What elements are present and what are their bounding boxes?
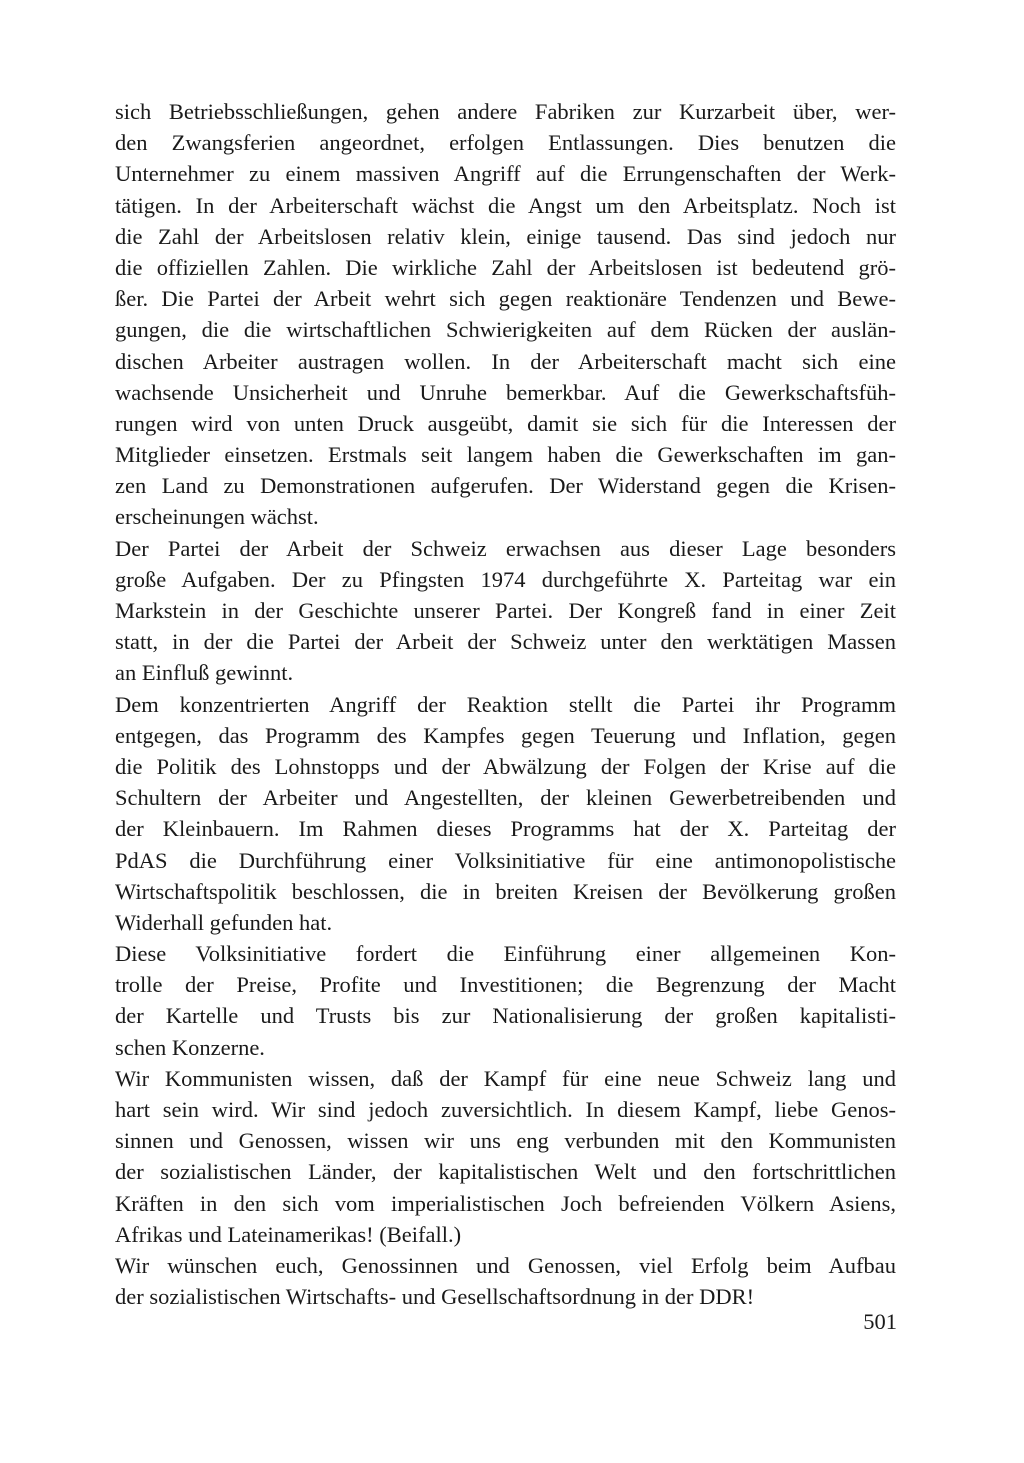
text-line: die Politik des Lohnstopps und der Abwälzung der Folgen der Krise auf die (115, 753, 896, 779)
text-line: die offiziellen Zahlen. Die wirkliche Zahl der Arbeitslosen ist bedeutend grö- (115, 254, 896, 280)
text-line: erscheinungen wächst. (115, 504, 319, 530)
text-line: Wir wünschen euch, Genossinnen und Genossen, viel Erfolg beim Aufbau (115, 1252, 896, 1278)
text-line: die Zahl der Arbeitslosen relativ klein, einige tausend. Das sind jedoch nur (115, 223, 896, 249)
text-line: Wir Kommunisten wissen, daß der Kampf für eine neue Schweiz lang und (115, 1065, 896, 1091)
text-line: dischen Arbeiter austragen wollen. In der Arbeiterschaft macht sich eine (115, 348, 896, 374)
text-line: gungen, die die wirtschaftlichen Schwierigkeiten auf dem Rücken der auslän- (115, 317, 896, 343)
text-line: zen Land zu Demonstrationen aufgerufen. Der Widerstand gegen die Krisen- (115, 473, 896, 499)
text-line: der sozialistischen Wirtschafts- und Gesellschaftsordnung in der DDR! (115, 1284, 755, 1310)
body-text (115, 96, 896, 1312)
text-line: Diese Volksinitiative fordert die Einführung einer allgemeinen Kon- (115, 941, 896, 967)
text-line: Markstein in der Geschichte unserer Partei. Der Kongreß fand in einer Zeit (115, 598, 896, 623)
text-line: wachsende Unsicherheit und Unruhe bemerkbar. Auf die Gewerkschaftsfüh- (115, 379, 896, 405)
text-line: tätigen. In der Arbeiterschaft wächst die Angst um den Arbeitsplatz. Noch ist (115, 192, 896, 218)
page-number: 501 (863, 1309, 897, 1334)
text-line: der sozialistischen Länder, der kapitalistischen Welt und den fortschrittlichen (115, 1159, 896, 1185)
text-line: der Kleinbauern. Im Rahmen dieses Programms hat der X. Parteitag der (115, 816, 896, 842)
text-line: entgegen, das Programm des Kampfes gegen Teuerung und Inflation, gegen (115, 722, 896, 748)
text-line: den Zwangsferien angeordnet, erfolgen Entlassungen. Dies benutzen die (115, 130, 896, 156)
text-line: Afrikas und Lateinamerikas! (Beifall.) (115, 1221, 462, 1247)
text-line: Mitglieder einsetzen. Erstmals seit langem haben die Gewerkschaften im gan- (115, 442, 896, 468)
text-line: trolle der Preise, Profite und Investitionen; die Begrenzung der Macht (115, 972, 896, 998)
text-line: sich Betriebsschließungen, gehen andere Fabriken zur Kurzarbeit über, wer- (115, 99, 896, 124)
text-line: Wirtschaftspolitik beschlossen, die in breiten Kreisen der Bevölkerung großen (115, 878, 896, 904)
text-line: PdAS die Durchführung einer Volksinitiative für eine antimonopolistische (115, 847, 896, 873)
text-line: der Kartelle und Trusts bis zur Nationalisierung der großen kapitalisti- (115, 1003, 896, 1029)
text-line: rungen wird von unten Druck ausgeübt, damit sie sich für die Interessen der (115, 410, 896, 436)
text-line: Der Partei der Arbeit der Schweiz erwachsen aus dieser Lage besonders (115, 535, 896, 561)
text-line: ßer. Die Partei der Arbeit wehrt sich gegen reaktionäre Tendenzen und Bewe- (115, 286, 896, 312)
text-line: hart sein wird. Wir sind jedoch zuversichtlich. In diesem Kampf, liebe Genos- (115, 1097, 896, 1122)
text-line: Unternehmer zu einem massiven Angriff auf die Errungenschaften der Werk- (115, 161, 896, 187)
text-line: Dem konzentrierten Angriff der Reaktion stellt die Partei ihr Programm (115, 691, 896, 717)
text-line: schen Konzerne. (115, 1034, 265, 1060)
text-line: statt, in der die Partei der Arbeit der Schweiz unter den werktätigen Massen (115, 629, 896, 655)
text-line: an Einfluß gewinnt. (115, 660, 294, 686)
text-line: große Aufgaben. Der zu Pfingsten 1974 durchgeführte X. Parteitag war ein (115, 566, 896, 592)
text-line: Schultern der Arbeiter und Angestellten, der kleinen Gewerbetreibenden und (115, 785, 896, 811)
text-line: Kräften in den sich vom imperialistischen Joch befreienden Völkern Asiens, (115, 1190, 896, 1216)
text-line: Widerhall gefunden hat. (115, 909, 333, 935)
text-line: sinnen und Genossen, wissen wir uns eng verbunden mit den Kommunisten (115, 1128, 896, 1154)
